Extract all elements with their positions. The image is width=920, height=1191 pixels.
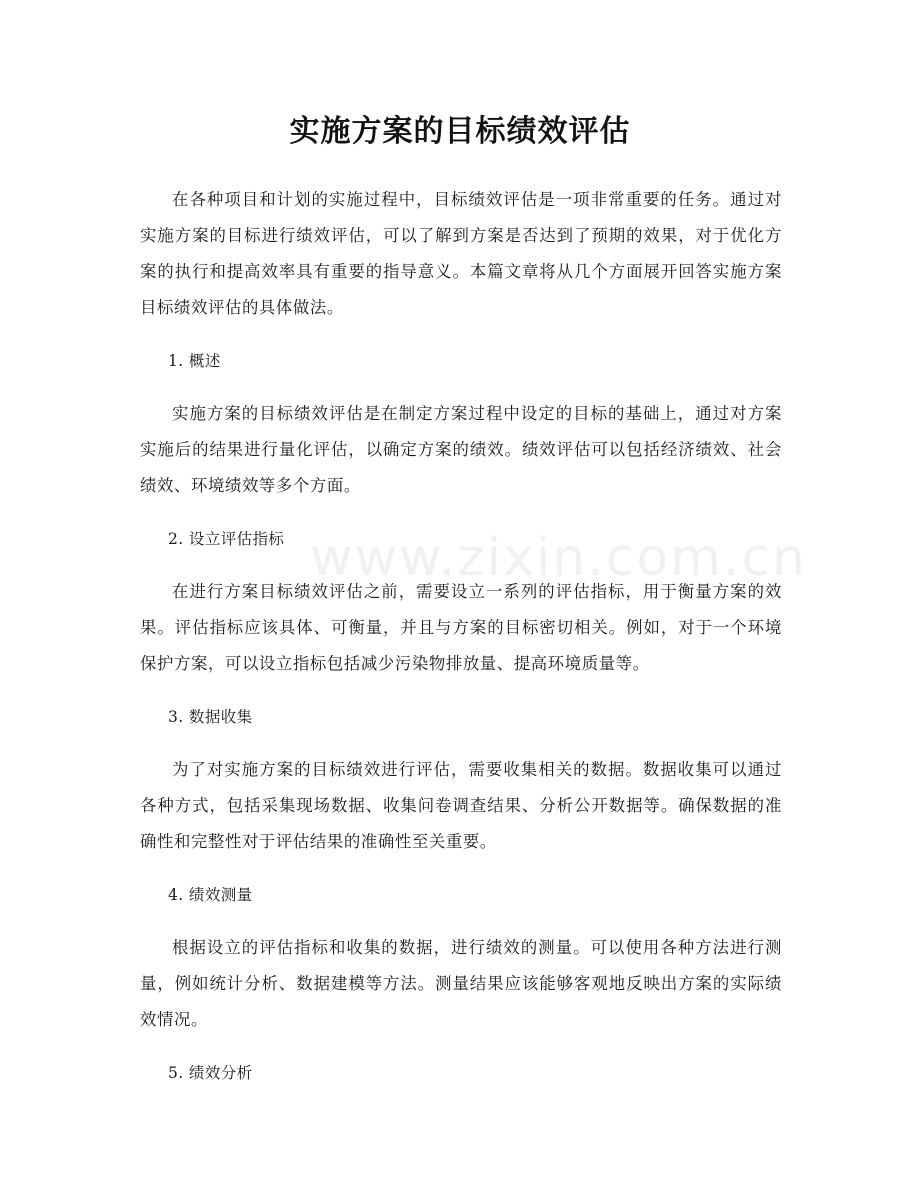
watermark: www.zixin.com.cn <box>310 528 807 588</box>
section-body-2: 在进行方案目标绩效评估之前，需要设立一系列的评估指标，用于衡量方案的效果。评估指标应该具体、可衡量，并且与方案的目标密切相关。例如，对于一个环境保护方案，可以设立指标包括减少污染物排放量、提高环境质量等。 <box>140 582 782 673</box>
section-heading-1: 1. 概述 <box>168 352 221 370</box>
intro-paragraph: 在各种项目和计划的实施过程中，目标绩效评估是一项非常重要的任务。通过对实施方案的目标进行绩效评估，可以了解到方案是否达到了预期的效果，对于优化方案的执行和提高效率具有重要的指导意义。本篇文章将从几个方面展开回答实施方案目标绩效评估的具体做法。 <box>140 190 782 317</box>
section-body-3: 为了对实施方案的目标绩效进行评估，需要收集相关的数据。数据收集可以通过各种方式，包括采集现场数据、收集问卷调查结果、分析公开数据等。确保数据的准确性和完整性对于评估结果的准确性至关重要。 <box>140 760 782 851</box>
document-body <box>140 182 807 1091</box>
page-title: 实施方案的目标绩效评估 <box>289 114 631 149</box>
section-body-4: 根据设立的评估指标和收集的数据，进行绩效的测量。可以使用各种方法进行测量，例如统计分析、数据建模等方法。测量结果应该能够客观地反映出方案的实际绩效情况。 <box>140 938 782 1029</box>
section-body-1: 实施方案的目标绩效评估是在制定方案过程中设定的目标的基础上，通过对方案实施后的结果进行量化评估，以确定方案的绩效。绩效评估可以包括经济绩效、社会绩效、环境绩效等多个方面。 <box>140 404 782 495</box>
section-heading-4: 4. 绩效测量 <box>168 886 253 904</box>
section-heading-3: 3. 数据收集 <box>168 708 253 726</box>
section-heading-2: 2. 设立评估指标 <box>168 530 285 548</box>
section-heading-5: 5. 绩效分析 <box>168 1064 253 1082</box>
